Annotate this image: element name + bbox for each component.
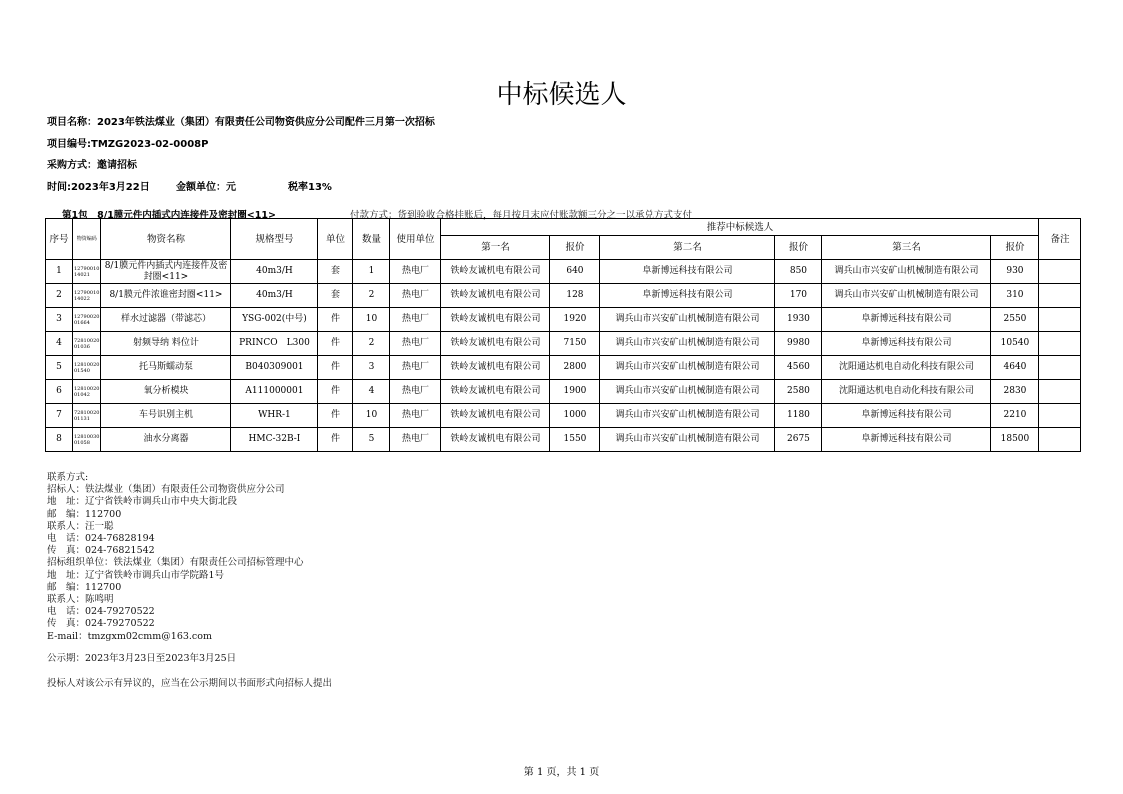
cell-name: 射频导纳 料位计	[101, 332, 231, 356]
table-row	[46, 380, 1081, 404]
cell-name: 样水过滤器（带滤芯）	[101, 308, 231, 332]
cell-code: 12810030 01058	[73, 428, 101, 452]
package-title: 第1包 8/1膜元件内插式内连接件及密封圈<11>	[62, 210, 276, 221]
cell-p2: 4560	[775, 356, 822, 380]
project-name: 项目名称：2023年铁法煤业（集团）有限责任公司物资供应分公司配件三月第一次招标	[47, 117, 435, 128]
cell-name: 8/1膜元件浓谁密封圈<11>	[101, 284, 231, 308]
cell-remark	[1039, 260, 1081, 284]
cell-first: 铁岭友诚机电有限公司	[441, 308, 550, 332]
cell-p2: 170	[775, 284, 822, 308]
cell-p3: 310	[991, 284, 1039, 308]
header-remark: 备注	[1039, 219, 1081, 260]
tax-rate: 税率13%	[288, 182, 332, 193]
table-row	[46, 308, 1081, 332]
cell-p1: 1550	[550, 428, 600, 452]
header-recommended: 推荐中标候选人	[441, 219, 1039, 236]
cell-code: 12790010 14021	[73, 260, 101, 284]
header-seq: 序号	[46, 219, 73, 260]
table-row	[46, 428, 1081, 452]
cell-second: 阜新博远科技有限公司	[600, 260, 775, 284]
cell-p3: 930	[991, 260, 1039, 284]
cell-seq: 8	[46, 428, 73, 452]
header-price-3: 报价	[991, 236, 1039, 260]
table-row	[46, 404, 1081, 428]
cell-spec: 40m3/H	[231, 260, 318, 284]
payment-terms: 付款方式：货到验收合格挂账后，每月按月末应付账款额三分之一以承兑方式支付	[350, 210, 693, 221]
cell-second: 调兵山市兴安矿山机械制造有限公司	[600, 308, 775, 332]
header-user: 使用单位	[390, 219, 441, 260]
cell-p1: 1900	[550, 380, 600, 404]
cell-user: 热电厂	[390, 428, 441, 452]
cell-remark	[1039, 356, 1081, 380]
cell-first: 铁岭友诚机电有限公司	[441, 260, 550, 284]
contact-block	[47, 472, 304, 643]
currency-unit: 金额单位：元	[176, 182, 236, 193]
cell-user: 热电厂	[390, 404, 441, 428]
cell-name: 车号识别主机	[101, 404, 231, 428]
cell-seq: 3	[46, 308, 73, 332]
cell-code: 12810020 01042	[73, 380, 101, 404]
table-row	[46, 356, 1081, 380]
cell-second: 调兵山市兴安矿山机械制造有限公司	[600, 428, 775, 452]
header-spec: 规格型号	[231, 219, 318, 260]
header-price-1: 报价	[550, 236, 600, 260]
cell-code: 12790010 14022	[73, 284, 101, 308]
cell-qty: 2	[353, 332, 390, 356]
cell-p3: 2830	[991, 380, 1039, 404]
cell-third: 调兵山市兴安矿山机械制造有限公司	[822, 284, 991, 308]
cell-third: 沈阳通达机电自动化科技有限公司	[822, 380, 991, 404]
cell-user: 热电厂	[390, 332, 441, 356]
objection-note: 投标人对该公示有异议的，应当在公示期间以书面形式向招标人提出	[47, 678, 333, 689]
cell-p2: 2675	[775, 428, 822, 452]
header-code: 物资编码	[73, 219, 101, 260]
cell-p2: 1180	[775, 404, 822, 428]
cell-unit: 件	[318, 428, 353, 452]
cell-qty: 5	[353, 428, 390, 452]
cell-user: 热电厂	[390, 380, 441, 404]
time-text: 时间:2023年3月22日	[47, 182, 150, 193]
cell-remark	[1039, 284, 1081, 308]
cell-unit: 套	[318, 260, 353, 284]
table-row	[46, 332, 1081, 356]
cell-seq: 7	[46, 404, 73, 428]
cell-remark	[1039, 404, 1081, 428]
cell-unit: 件	[318, 332, 353, 356]
cell-seq: 1	[46, 260, 73, 284]
cell-code: 72810020 01131	[73, 404, 101, 428]
cell-seq: 2	[46, 284, 73, 308]
cell-remark	[1039, 428, 1081, 452]
cell-unit: 套	[318, 284, 353, 308]
cell-p3: 18500	[991, 428, 1039, 452]
cell-unit: 件	[318, 380, 353, 404]
contact-line: 电 话：024-76828194	[47, 533, 155, 545]
cell-p3: 2210	[991, 404, 1039, 428]
cell-second: 调兵山市兴安矿山机械制造有限公司	[600, 380, 775, 404]
cell-name: 油水分离器	[101, 428, 231, 452]
cell-qty: 4	[353, 380, 390, 404]
contact-line: E-mail：tmzgxm02cmm@163.com	[47, 630, 212, 642]
contact-line: 招标人：铁法煤业（集团）有限责任公司物资供应分公司	[47, 484, 285, 496]
cell-code: 12810020 01540	[73, 356, 101, 380]
cell-user: 热电厂	[390, 356, 441, 380]
cell-p1: 7150	[550, 332, 600, 356]
public-period: 公示期：2023年3月23日至2023年3月25日	[47, 653, 237, 664]
cell-p1: 128	[550, 284, 600, 308]
cell-p2: 9980	[775, 332, 822, 356]
cell-second: 调兵山市兴安矿山机械制造有限公司	[600, 404, 775, 428]
cell-qty: 3	[353, 356, 390, 380]
cell-second: 调兵山市兴安矿山机械制造有限公司	[600, 356, 775, 380]
table-row	[46, 284, 1081, 308]
header-unit: 单位	[318, 219, 353, 260]
candidate-table	[45, 218, 1081, 452]
cell-seq: 6	[46, 380, 73, 404]
header-second: 第二名	[600, 236, 775, 260]
contact-line: 地 址：辽宁省铁岭市调兵山市中央大街北段	[47, 496, 238, 508]
cell-third: 调兵山市兴安矿山机械制造有限公司	[822, 260, 991, 284]
cell-p2: 1930	[775, 308, 822, 332]
cell-p1: 2800	[550, 356, 600, 380]
cell-unit: 件	[318, 356, 353, 380]
cell-third: 阜新博远科技有限公司	[822, 332, 991, 356]
cell-first: 铁岭友诚机电有限公司	[441, 356, 550, 380]
cell-name: 托马斯蠕动泵	[101, 356, 231, 380]
cell-spec: YSG-002(中号)	[231, 308, 318, 332]
table-row	[46, 260, 1081, 284]
cell-seq: 4	[46, 332, 73, 356]
cell-remark	[1039, 308, 1081, 332]
page-title: 中标候选人	[496, 80, 627, 110]
cell-third: 阜新博远科技有限公司	[822, 404, 991, 428]
cell-p3: 4640	[991, 356, 1039, 380]
project-code: 项目编号:TMZG2023-02-0008P	[47, 139, 209, 150]
contact-line: 邮 编：112700	[47, 508, 122, 520]
cell-third: 沈阳通达机电自动化科技有限公司	[822, 356, 991, 380]
cell-p3: 10540	[991, 332, 1039, 356]
cell-spec: B040309001	[231, 356, 318, 380]
cell-spec: PRINCO L300	[231, 332, 318, 356]
cell-qty: 10	[353, 308, 390, 332]
header-third: 第三名	[822, 236, 991, 260]
cell-qty: 2	[353, 284, 390, 308]
purchase-method: 采购方式：邀请招标	[47, 160, 137, 171]
cell-spec: A111000001	[231, 380, 318, 404]
cell-first: 铁岭友诚机电有限公司	[441, 284, 550, 308]
cell-qty: 10	[353, 404, 390, 428]
cell-spec: WHR-1	[231, 404, 318, 428]
cell-p2: 850	[775, 260, 822, 284]
cell-first: 铁岭友诚机电有限公司	[441, 428, 550, 452]
cell-seq: 5	[46, 356, 73, 380]
header-price-2: 报价	[775, 236, 822, 260]
cell-code: 72810020 01036	[73, 332, 101, 356]
cell-second: 调兵山市兴安矿山机械制造有限公司	[600, 332, 775, 356]
cell-name: 氧分析模块	[101, 380, 231, 404]
cell-third: 阜新博远科技有限公司	[822, 308, 991, 332]
cell-name: 8/1膜元件内插式内连接件及密封圈<11>	[101, 260, 231, 284]
page-footer: 第 1 页，共 1 页	[523, 767, 600, 778]
cell-user: 热电厂	[390, 284, 441, 308]
header-first: 第一名	[441, 236, 550, 260]
cell-second: 阜新博远科技有限公司	[600, 284, 775, 308]
cell-user: 热电厂	[390, 308, 441, 332]
cell-third: 阜新博远科技有限公司	[822, 428, 991, 452]
cell-remark	[1039, 332, 1081, 356]
contact-line: 传 真：024-76821542	[47, 545, 155, 557]
cell-first: 铁岭友诚机电有限公司	[441, 404, 550, 428]
contact-line: 邮 编：112700	[47, 581, 122, 593]
contact-line: 传 真：024-79270522	[47, 618, 155, 630]
cell-unit: 件	[318, 404, 353, 428]
cell-p1: 1920	[550, 308, 600, 332]
cell-spec: 40m3/H	[231, 284, 318, 308]
cell-unit: 件	[318, 308, 353, 332]
cell-p1: 640	[550, 260, 600, 284]
cell-remark	[1039, 380, 1081, 404]
contact-line: 联系人：陈鸣明	[47, 594, 114, 606]
cell-first: 铁岭友诚机电有限公司	[441, 380, 550, 404]
contact-line: 联系人：汪一聪	[47, 520, 114, 532]
header-name: 物资名称	[101, 219, 231, 260]
contact-line: 联系方式:	[47, 472, 89, 483]
cell-qty: 1	[353, 260, 390, 284]
cell-p1: 1000	[550, 404, 600, 428]
cell-code: 12790020 01664	[73, 308, 101, 332]
contact-line: 招标组织单位：铁法煤业（集团）有限责任公司招标管理中心	[47, 557, 304, 569]
cell-p3: 2550	[991, 308, 1039, 332]
cell-user: 热电厂	[390, 260, 441, 284]
contact-line: 电 话：024-79270522	[47, 606, 155, 618]
cell-p2: 2580	[775, 380, 822, 404]
cell-spec: HMC-32B-I	[231, 428, 318, 452]
header-qty: 数量	[353, 219, 390, 260]
cell-first: 铁岭友诚机电有限公司	[441, 332, 550, 356]
contact-line: 地 址：辽宁省铁岭市调兵山市学院路1号	[47, 569, 225, 581]
